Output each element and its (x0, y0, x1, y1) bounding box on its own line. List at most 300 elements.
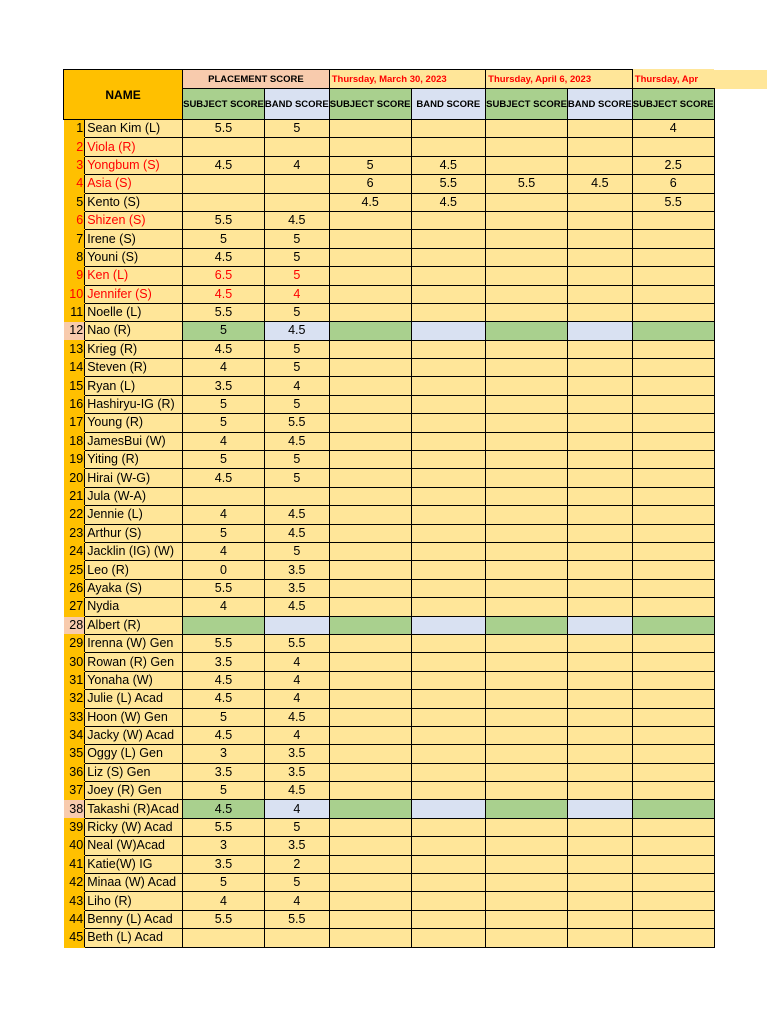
score-cell-ps[interactable] (183, 616, 265, 634)
score-cell-s1[interactable] (329, 377, 411, 395)
score-cell-b1[interactable] (411, 818, 486, 836)
score-cell-pb[interactable]: 4 (264, 892, 329, 910)
score-cell-b1[interactable] (411, 653, 486, 671)
score-cell-b1[interactable] (411, 285, 486, 303)
score-cell-pb[interactable] (264, 138, 329, 156)
score-cell-b2[interactable] (567, 469, 632, 487)
score-cell-b2[interactable] (567, 506, 632, 524)
score-cell-b2[interactable] (567, 340, 632, 358)
score-cell-b2[interactable] (567, 359, 632, 377)
score-cell-s1[interactable] (329, 248, 411, 266)
score-cell-s2[interactable] (486, 193, 568, 211)
score-cell-s3[interactable] (632, 561, 714, 579)
student-name-cell[interactable]: Takashi (R)Acad (85, 800, 183, 818)
student-name-cell[interactable]: Hashiryu-IG (R) (85, 395, 183, 413)
score-cell-s2[interactable] (486, 892, 568, 910)
student-name-cell[interactable]: Neal (W)Acad (85, 837, 183, 855)
score-cell-s1[interactable] (329, 874, 411, 892)
score-cell-ps[interactable]: 4.5 (183, 340, 265, 358)
score-cell-s1[interactable] (329, 303, 411, 321)
score-cell-ps[interactable]: 4.5 (183, 726, 265, 744)
score-cell-s3[interactable] (632, 855, 714, 873)
score-cell-s1[interactable] (329, 487, 411, 505)
score-cell-b2[interactable] (567, 892, 632, 910)
score-cell-s1[interactable] (329, 230, 411, 248)
score-cell-s1[interactable] (329, 432, 411, 450)
score-cell-s3[interactable] (632, 469, 714, 487)
score-cell-s3[interactable] (632, 929, 714, 947)
score-cell-b2[interactable] (567, 837, 632, 855)
score-cell-s3[interactable] (632, 837, 714, 855)
score-cell-s1[interactable] (329, 634, 411, 652)
score-cell-b1[interactable] (411, 414, 486, 432)
score-cell-ps[interactable]: 4.5 (183, 690, 265, 708)
score-cell-b1[interactable] (411, 267, 486, 285)
student-name-cell[interactable]: Krieg (R) (85, 340, 183, 358)
score-cell-s1[interactable] (329, 616, 411, 634)
score-cell-ps[interactable]: 3.5 (183, 763, 265, 781)
score-cell-ps[interactable]: 5.5 (183, 120, 265, 138)
score-cell-s3[interactable] (632, 138, 714, 156)
score-cell-s3[interactable] (632, 377, 714, 395)
score-cell-b1[interactable] (411, 469, 486, 487)
score-cell-ps[interactable]: 4.5 (183, 800, 265, 818)
score-cell-b2[interactable] (567, 451, 632, 469)
score-cell-b2[interactable] (567, 726, 632, 744)
score-cell-s2[interactable] (486, 874, 568, 892)
score-cell-s3[interactable] (632, 395, 714, 413)
score-cell-b1[interactable] (411, 211, 486, 229)
score-cell-b1[interactable] (411, 303, 486, 321)
score-cell-pb[interactable] (264, 616, 329, 634)
score-cell-s3[interactable] (632, 708, 714, 726)
week1-band-header[interactable]: BAND SCORE (411, 89, 486, 120)
score-cell-s2[interactable] (486, 616, 568, 634)
score-cell-b1[interactable] (411, 745, 486, 763)
student-name-cell[interactable]: Kento (S) (85, 193, 183, 211)
score-cell-s3[interactable] (632, 598, 714, 616)
score-cell-s2[interactable] (486, 285, 568, 303)
score-cell-pb[interactable]: 5 (264, 340, 329, 358)
score-cell-b2[interactable] (567, 395, 632, 413)
placement-band-header[interactable]: BAND SCORE (264, 89, 329, 120)
score-cell-s3[interactable] (632, 616, 714, 634)
score-cell-b2[interactable] (567, 579, 632, 597)
score-cell-ps[interactable]: 5 (183, 322, 265, 340)
score-cell-b1[interactable] (411, 579, 486, 597)
score-cell-s3[interactable]: 2.5 (632, 156, 714, 174)
score-cell-b2[interactable] (567, 616, 632, 634)
score-cell-ps[interactable]: 4 (183, 542, 265, 560)
score-cell-b1[interactable] (411, 120, 486, 138)
score-cell-pb[interactable]: 5 (264, 874, 329, 892)
score-cell-s3[interactable] (632, 451, 714, 469)
score-cell-pb[interactable]: 5 (264, 248, 329, 266)
score-cell-b2[interactable] (567, 230, 632, 248)
score-cell-s3[interactable] (632, 726, 714, 744)
score-cell-pb[interactable]: 4 (264, 800, 329, 818)
score-cell-b1[interactable]: 4.5 (411, 156, 486, 174)
score-cell-b1[interactable] (411, 524, 486, 542)
student-name-cell[interactable]: Arthur (S) (85, 524, 183, 542)
score-cell-b2[interactable] (567, 138, 632, 156)
score-cell-b2[interactable] (567, 782, 632, 800)
score-cell-b2[interactable]: 4.5 (567, 175, 632, 193)
score-cell-s1[interactable] (329, 138, 411, 156)
score-cell-b2[interactable] (567, 763, 632, 781)
score-cell-ps[interactable]: 5 (183, 230, 265, 248)
score-cell-b2[interactable] (567, 855, 632, 873)
score-cell-s2[interactable] (486, 248, 568, 266)
score-cell-pb[interactable]: 4.5 (264, 708, 329, 726)
score-cell-b2[interactable] (567, 432, 632, 450)
score-cell-pb[interactable]: 4.5 (264, 211, 329, 229)
score-cell-ps[interactable]: 5 (183, 451, 265, 469)
score-cell-pb[interactable]: 5 (264, 120, 329, 138)
score-cell-b1[interactable] (411, 340, 486, 358)
score-cell-s2[interactable] (486, 837, 568, 855)
score-cell-ps[interactable]: 5 (183, 414, 265, 432)
date-header-3[interactable]: Thursday, Apr (632, 70, 714, 89)
score-cell-s1[interactable] (329, 451, 411, 469)
week1-subject-header[interactable]: SUBJECT SCORE (329, 89, 411, 120)
score-cell-s1[interactable] (329, 598, 411, 616)
score-cell-b1[interactable] (411, 782, 486, 800)
score-cell-s3[interactable]: 4 (632, 120, 714, 138)
score-cell-s2[interactable] (486, 230, 568, 248)
score-cell-s2[interactable] (486, 487, 568, 505)
score-cell-s3[interactable] (632, 910, 714, 928)
score-cell-b2[interactable] (567, 818, 632, 836)
score-cell-pb[interactable]: 4 (264, 285, 329, 303)
score-cell-ps[interactable]: 3 (183, 745, 265, 763)
score-cell-s1[interactable] (329, 837, 411, 855)
score-cell-b2[interactable] (567, 598, 632, 616)
score-cell-b1[interactable] (411, 230, 486, 248)
score-cell-s3[interactable] (632, 359, 714, 377)
score-cell-s2[interactable] (486, 598, 568, 616)
student-name-cell[interactable]: Sean Kim (L) (85, 120, 183, 138)
score-cell-s2[interactable] (486, 671, 568, 689)
score-cell-b1[interactable] (411, 874, 486, 892)
score-cell-s2[interactable] (486, 267, 568, 285)
score-cell-ps[interactable]: 5 (183, 874, 265, 892)
score-cell-s2[interactable] (486, 561, 568, 579)
score-cell-b1[interactable] (411, 487, 486, 505)
score-cell-s1[interactable] (329, 671, 411, 689)
score-cell-s3[interactable]: 5.5 (632, 193, 714, 211)
score-cell-s3[interactable] (632, 248, 714, 266)
score-cell-s1[interactable] (329, 561, 411, 579)
score-cell-s2[interactable] (486, 910, 568, 928)
score-cell-s1[interactable]: 5 (329, 156, 411, 174)
score-cell-s2[interactable] (486, 506, 568, 524)
score-cell-s2[interactable] (486, 303, 568, 321)
score-cell-s3[interactable] (632, 211, 714, 229)
score-cell-b1[interactable] (411, 138, 486, 156)
score-cell-b2[interactable] (567, 120, 632, 138)
placement-subject-header[interactable]: SUBJECT SCORE (183, 89, 265, 120)
score-cell-s1[interactable] (329, 506, 411, 524)
name-header[interactable]: NAME (64, 70, 183, 120)
score-cell-b2[interactable] (567, 800, 632, 818)
score-cell-b1[interactable] (411, 929, 486, 947)
score-cell-ps[interactable]: 5 (183, 395, 265, 413)
score-cell-s1[interactable] (329, 763, 411, 781)
student-name-cell[interactable]: Beth (L) Acad (85, 929, 183, 947)
student-name-cell[interactable]: Irene (S) (85, 230, 183, 248)
score-cell-pb[interactable]: 5 (264, 267, 329, 285)
student-name-cell[interactable]: Youni (S) (85, 248, 183, 266)
score-cell-s2[interactable] (486, 432, 568, 450)
score-cell-b1[interactable]: 4.5 (411, 193, 486, 211)
score-cell-s1[interactable] (329, 892, 411, 910)
score-cell-b1[interactable] (411, 726, 486, 744)
score-cell-b2[interactable] (567, 929, 632, 947)
score-cell-s1[interactable] (329, 745, 411, 763)
score-cell-pb[interactable]: 4 (264, 156, 329, 174)
student-name-cell[interactable]: Irenna (W) Gen (85, 634, 183, 652)
score-cell-pb[interactable]: 3.5 (264, 837, 329, 855)
score-cell-s3[interactable] (632, 542, 714, 560)
score-cell-s2[interactable] (486, 579, 568, 597)
score-cell-pb[interactable]: 5 (264, 303, 329, 321)
score-cell-s3[interactable] (632, 800, 714, 818)
score-cell-pb[interactable]: 4.5 (264, 524, 329, 542)
placement-score-header[interactable]: PLACEMENT SCORE (183, 70, 330, 89)
score-cell-b2[interactable] (567, 322, 632, 340)
score-cell-pb[interactable]: 5 (264, 469, 329, 487)
score-cell-pb[interactable]: 5 (264, 230, 329, 248)
score-cell-s1[interactable]: 4.5 (329, 193, 411, 211)
score-cell-b2[interactable] (567, 690, 632, 708)
score-cell-pb[interactable]: 2 (264, 855, 329, 873)
score-cell-b2[interactable] (567, 193, 632, 211)
student-name-cell[interactable]: Benny (L) Acad (85, 910, 183, 928)
score-cell-b2[interactable] (567, 156, 632, 174)
score-cell-b1[interactable] (411, 837, 486, 855)
score-cell-ps[interactable]: 4.5 (183, 285, 265, 303)
score-cell-s2[interactable] (486, 818, 568, 836)
score-cell-ps[interactable] (183, 193, 265, 211)
score-cell-ps[interactable]: 5.5 (183, 303, 265, 321)
score-cell-b1[interactable] (411, 708, 486, 726)
score-cell-ps[interactable]: 3 (183, 837, 265, 855)
score-cell-s1[interactable] (329, 800, 411, 818)
score-cell-s1[interactable] (329, 267, 411, 285)
score-cell-ps[interactable]: 4 (183, 432, 265, 450)
score-cell-b2[interactable] (567, 285, 632, 303)
score-cell-b2[interactable] (567, 542, 632, 560)
score-cell-s1[interactable] (329, 340, 411, 358)
score-cell-b1[interactable] (411, 616, 486, 634)
score-cell-s3[interactable] (632, 303, 714, 321)
student-name-cell[interactable]: Hoon (W) Gen (85, 708, 183, 726)
score-cell-ps[interactable] (183, 175, 265, 193)
date-header-2[interactable]: Thursday, April 6, 2023 (486, 70, 633, 89)
score-cell-b1[interactable] (411, 800, 486, 818)
score-cell-s3[interactable] (632, 763, 714, 781)
student-name-cell[interactable]: Noelle (L) (85, 303, 183, 321)
score-cell-b1[interactable] (411, 432, 486, 450)
date-header-1[interactable]: Thursday, March 30, 2023 (329, 70, 485, 89)
score-cell-ps[interactable]: 5 (183, 708, 265, 726)
score-cell-s2[interactable] (486, 414, 568, 432)
student-name-cell[interactable]: Jennie (L) (85, 506, 183, 524)
score-cell-ps[interactable] (183, 487, 265, 505)
score-cell-s2[interactable] (486, 634, 568, 652)
score-cell-b1[interactable] (411, 359, 486, 377)
score-cell-s1[interactable] (329, 285, 411, 303)
score-cell-ps[interactable]: 4 (183, 359, 265, 377)
score-cell-b2[interactable] (567, 561, 632, 579)
score-cell-ps[interactable]: 5 (183, 524, 265, 542)
score-cell-b1[interactable] (411, 910, 486, 928)
score-cell-b1[interactable] (411, 634, 486, 652)
score-cell-s3[interactable] (632, 745, 714, 763)
student-name-cell[interactable]: Rowan (R) Gen (85, 653, 183, 671)
score-cell-pb[interactable]: 5.5 (264, 910, 329, 928)
score-cell-pb[interactable] (264, 487, 329, 505)
score-cell-pb[interactable]: 4 (264, 671, 329, 689)
score-cell-s3[interactable] (632, 267, 714, 285)
score-cell-s2[interactable]: 5.5 (486, 175, 568, 193)
score-cell-pb[interactable]: 5 (264, 818, 329, 836)
score-cell-s2[interactable] (486, 340, 568, 358)
score-cell-ps[interactable]: 3.5 (183, 377, 265, 395)
score-cell-s2[interactable] (486, 156, 568, 174)
score-cell-s3[interactable] (632, 579, 714, 597)
score-cell-ps[interactable]: 4.5 (183, 156, 265, 174)
student-name-cell[interactable]: Young (R) (85, 414, 183, 432)
score-cell-b2[interactable] (567, 671, 632, 689)
student-name-cell[interactable]: Hirai (W-G) (85, 469, 183, 487)
score-cell-pb[interactable]: 3.5 (264, 561, 329, 579)
score-cell-b1[interactable]: 5.5 (411, 175, 486, 193)
score-cell-s3[interactable] (632, 671, 714, 689)
score-cell-s1[interactable] (329, 818, 411, 836)
score-cell-b2[interactable] (567, 653, 632, 671)
score-cell-b1[interactable] (411, 561, 486, 579)
score-cell-pb[interactable]: 4.5 (264, 598, 329, 616)
score-cell-ps[interactable]: 4.5 (183, 248, 265, 266)
score-cell-s3[interactable] (632, 874, 714, 892)
score-cell-s3[interactable] (632, 506, 714, 524)
score-cell-s1[interactable] (329, 708, 411, 726)
score-cell-pb[interactable]: 5 (264, 451, 329, 469)
score-cell-ps[interactable] (183, 929, 265, 947)
score-cell-s3[interactable] (632, 818, 714, 836)
student-name-cell[interactable]: Joey (R) Gen (85, 782, 183, 800)
score-cell-b1[interactable] (411, 542, 486, 560)
student-name-cell[interactable]: Julie (L) Acad (85, 690, 183, 708)
score-cell-s2[interactable] (486, 800, 568, 818)
score-cell-s3[interactable] (632, 653, 714, 671)
score-cell-ps[interactable]: 5.5 (183, 910, 265, 928)
score-cell-s2[interactable] (486, 377, 568, 395)
score-cell-pb[interactable]: 5 (264, 395, 329, 413)
score-cell-s3[interactable]: 6 (632, 175, 714, 193)
student-name-cell[interactable]: JamesBui (W) (85, 432, 183, 450)
score-cell-b2[interactable] (567, 211, 632, 229)
student-name-cell[interactable]: Minaa (W) Acad (85, 874, 183, 892)
score-cell-s1[interactable]: 6 (329, 175, 411, 193)
score-cell-s2[interactable] (486, 763, 568, 781)
student-name-cell[interactable]: Jacklin (IG) (W) (85, 542, 183, 560)
score-cell-s1[interactable] (329, 782, 411, 800)
score-cell-b2[interactable] (567, 267, 632, 285)
score-cell-b2[interactable] (567, 248, 632, 266)
score-cell-pb[interactable]: 5 (264, 359, 329, 377)
score-cell-s1[interactable] (329, 395, 411, 413)
student-name-cell[interactable]: Albert (R) (85, 616, 183, 634)
score-cell-s1[interactable] (329, 579, 411, 597)
score-cell-b2[interactable] (567, 745, 632, 763)
score-cell-s2[interactable] (486, 782, 568, 800)
score-cell-s1[interactable] (329, 414, 411, 432)
score-cell-s3[interactable] (632, 487, 714, 505)
score-cell-s2[interactable] (486, 653, 568, 671)
score-cell-b1[interactable] (411, 248, 486, 266)
score-cell-ps[interactable]: 0 (183, 561, 265, 579)
score-cell-s2[interactable] (486, 855, 568, 873)
score-cell-pb[interactable]: 5 (264, 542, 329, 560)
student-name-cell[interactable]: Yongbum (S) (85, 156, 183, 174)
score-cell-s1[interactable] (329, 542, 411, 560)
score-cell-s1[interactable] (329, 929, 411, 947)
score-cell-b1[interactable] (411, 690, 486, 708)
score-cell-pb[interactable]: 4 (264, 726, 329, 744)
score-cell-pb[interactable]: 3.5 (264, 763, 329, 781)
score-cell-b1[interactable] (411, 598, 486, 616)
score-cell-b1[interactable] (411, 855, 486, 873)
score-cell-s2[interactable] (486, 524, 568, 542)
score-cell-b2[interactable] (567, 524, 632, 542)
score-cell-pb[interactable]: 4 (264, 653, 329, 671)
score-cell-b2[interactable] (567, 634, 632, 652)
score-cell-ps[interactable] (183, 138, 265, 156)
score-cell-s3[interactable] (632, 892, 714, 910)
student-name-cell[interactable]: Asia (S) (85, 175, 183, 193)
score-cell-s3[interactable] (632, 322, 714, 340)
score-cell-b1[interactable] (411, 395, 486, 413)
student-name-cell[interactable]: Ken (L) (85, 267, 183, 285)
score-cell-s3[interactable] (632, 285, 714, 303)
score-cell-ps[interactable]: 6.5 (183, 267, 265, 285)
score-cell-pb[interactable] (264, 193, 329, 211)
score-cell-b2[interactable] (567, 487, 632, 505)
score-cell-b1[interactable] (411, 671, 486, 689)
score-cell-s1[interactable] (329, 469, 411, 487)
score-cell-pb[interactable]: 4.5 (264, 782, 329, 800)
student-name-cell[interactable]: Steven (R) (85, 359, 183, 377)
score-cell-s1[interactable] (329, 524, 411, 542)
score-cell-s3[interactable] (632, 414, 714, 432)
student-name-cell[interactable]: Jacky (W) Acad (85, 726, 183, 744)
score-cell-b1[interactable] (411, 892, 486, 910)
score-cell-s3[interactable] (632, 230, 714, 248)
score-cell-s3[interactable] (632, 432, 714, 450)
score-cell-pb[interactable]: 4.5 (264, 322, 329, 340)
score-cell-b1[interactable] (411, 322, 486, 340)
score-cell-b1[interactable] (411, 506, 486, 524)
score-cell-ps[interactable]: 4 (183, 598, 265, 616)
student-name-cell[interactable]: Jennifer (S) (85, 285, 183, 303)
score-cell-s2[interactable] (486, 690, 568, 708)
score-cell-s2[interactable] (486, 211, 568, 229)
student-name-cell[interactable]: Ricky (W) Acad (85, 818, 183, 836)
score-cell-ps[interactable]: 5.5 (183, 634, 265, 652)
